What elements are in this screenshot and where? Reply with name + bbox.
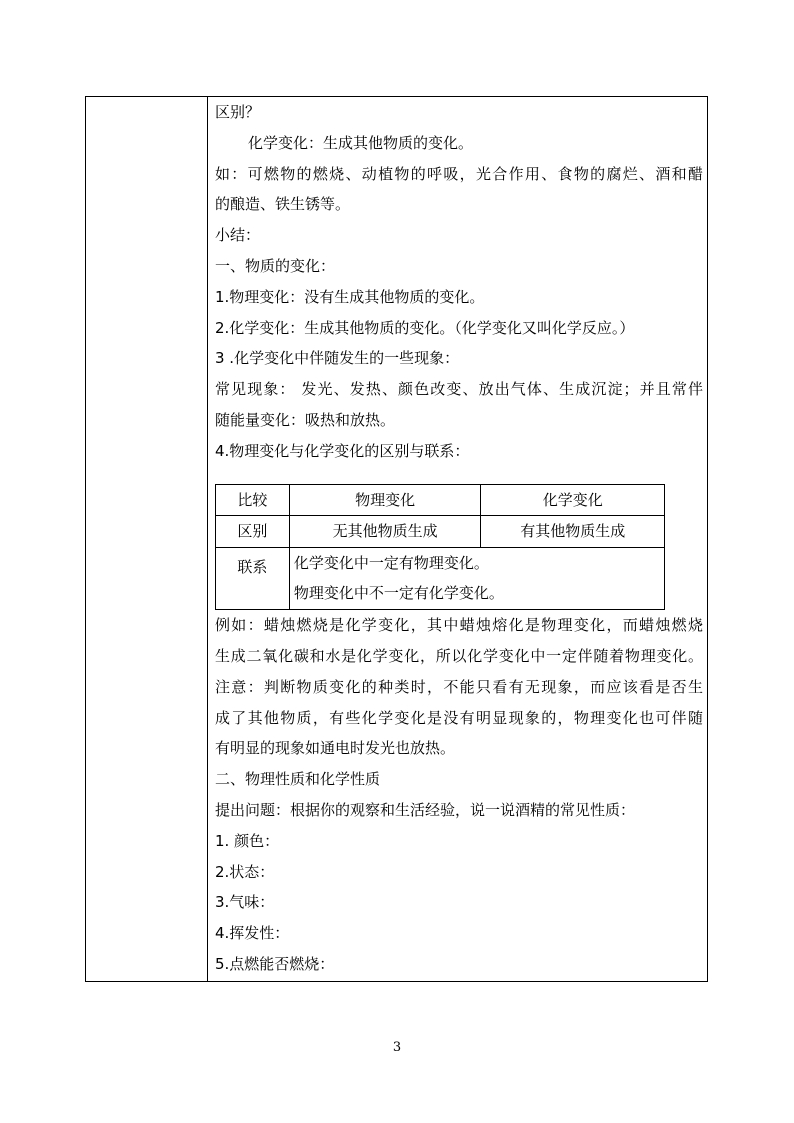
text-line: 常见现象： 发光、发热、颜色改变、放出气体、生成沉淀；并且常伴	[215, 380, 703, 399]
table-row	[216, 484, 665, 516]
lesson-content	[215, 97, 703, 980]
text-line: 提出问题：根据你的观察和生活经验，说一说酒精的常见性质：	[215, 800, 636, 819]
section-heading: 一、物质的变化：	[215, 256, 336, 275]
text-line: 区别？	[215, 103, 261, 121]
text-line: 4.挥发性：	[215, 924, 290, 943]
comparison-table	[215, 484, 665, 611]
table-cell: 无其他物质生成	[289, 516, 481, 548]
table-cell: 区别	[216, 516, 290, 548]
text-line: 3 .化学变化中伴随发生的一些现象：	[215, 349, 460, 368]
column-divider	[207, 96, 208, 982]
table-header-cell: 比较	[216, 484, 290, 516]
section-heading: 二、物理性质和化学性质	[215, 770, 381, 789]
text-line: 3.气味：	[215, 893, 275, 912]
text-line: 2.状态：	[215, 862, 275, 881]
table-row	[216, 516, 665, 548]
text-line: 化学变化：生成其他物质的变化。	[248, 133, 474, 152]
text-line: 4.物理变化与化学变化的区别与联系：	[215, 441, 470, 460]
text-line: 生成二氧化碳和水是化学变化，所以化学变化中一定伴随着物理变化。	[215, 646, 703, 665]
table-cell: 有其他物质生成	[481, 516, 665, 548]
text-line: 随能量变化：吸热和放热。	[215, 410, 396, 429]
text-line: 成了其他物质，有些化学变化是没有明显现象的，物理变化也可伴随	[215, 708, 703, 727]
text-line: 小结：	[215, 226, 261, 245]
text-line: 2.化学变化：生成其他物质的变化。（化学变化又叫化学反应。）	[215, 318, 635, 337]
table-header-cell: 化学变化	[481, 484, 665, 516]
text-line: 有明显的现象如通电时发光也放热。	[215, 739, 456, 758]
table-row	[216, 548, 665, 610]
table-header-cell: 物理变化	[289, 484, 481, 516]
table-cell-line: 化学变化中一定有物理变化。	[293, 554, 489, 573]
table-cell-merged	[289, 548, 664, 610]
text-line: 的酿造、铁生锈等。	[215, 195, 351, 214]
text-line: 1. 颜色：	[215, 831, 280, 850]
text-line: 如：可燃物的燃烧、动植物的呼吸，光合作用、食物的腐烂、酒和醋	[215, 164, 703, 183]
text-line: 例如：蜡烛燃烧是化学变化，其中蜡烛熔化是物理变化，而蜡烛燃烧	[215, 616, 703, 635]
text-line: 5.点燃能否燃烧：	[215, 954, 335, 973]
spacer	[215, 467, 703, 484]
table-cell	[216, 548, 290, 610]
table-cell-text: 联系	[237, 558, 268, 577]
text-line: 注意：判断物质变化的种类时，不能只看有无现象，而应该看是否生	[215, 677, 703, 696]
table-cell-line: 物理变化中不一定有化学变化。	[293, 584, 504, 603]
page-number: 3	[392, 1040, 402, 1055]
text-line: 1.物理变化：没有生成其他物质的变化。	[215, 287, 485, 306]
